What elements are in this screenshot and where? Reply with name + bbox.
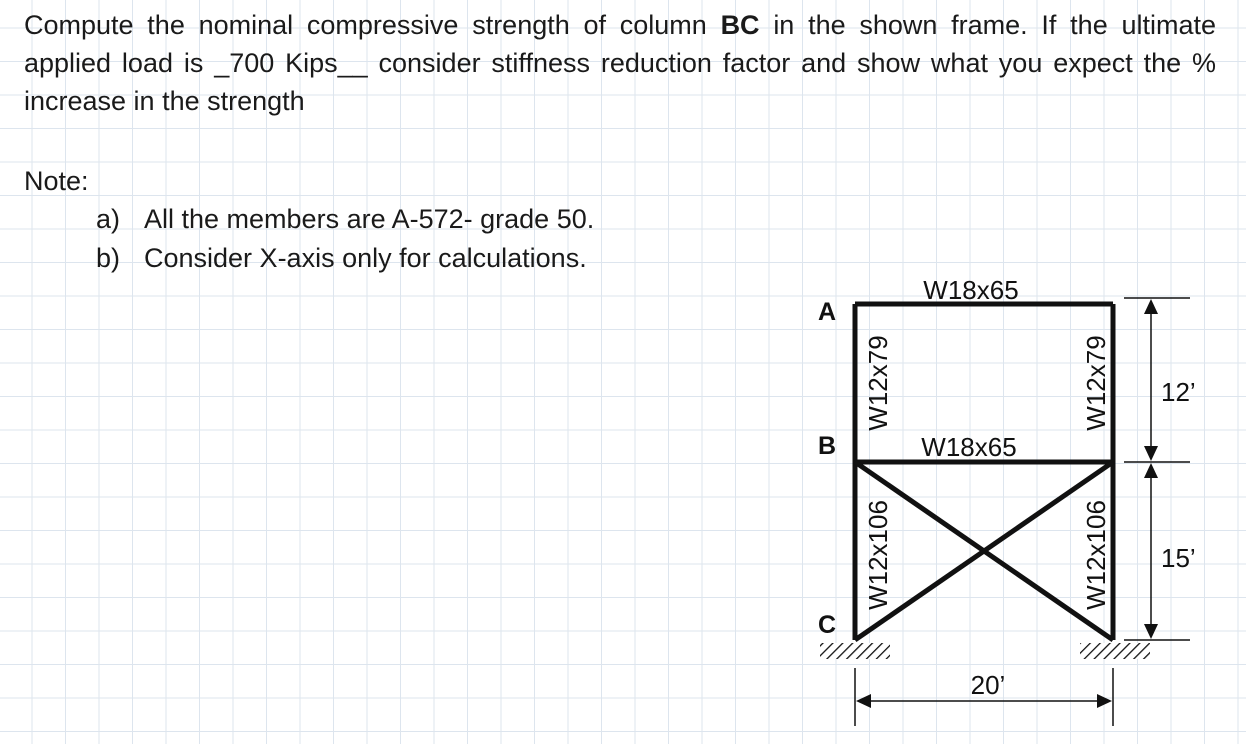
node-label-c: C: [817, 611, 837, 639]
note-title: Note:: [24, 166, 89, 196]
problem-text-3: consider stiffness reduction factor and show what you expect the % increase in the strength: [24, 48, 1216, 116]
column-right-upper-label: W12x79: [1081, 335, 1111, 431]
dimension-lower-arrow-top: [1144, 463, 1158, 478]
column-left-upper-label: W12x79: [863, 335, 893, 431]
problem-load: _700 Kips__: [214, 48, 368, 78]
node-label-b: B: [817, 432, 837, 460]
dimension-upper-arrow-top: [1144, 299, 1158, 314]
column-right-lower-label: W12x106: [1081, 500, 1111, 610]
problem-text-2: in the shown frame. If the ultimate applied load is: [24, 10, 1217, 78]
fixed-support-right: [1080, 643, 1150, 659]
dimension-span-label: 20’: [970, 670, 1006, 700]
column-left-lower-label: W12x106: [863, 500, 893, 610]
dimension-lower-arrow-bottom: [1144, 624, 1158, 639]
note-marker-b: b): [96, 243, 121, 273]
dimension-upper-arrow-bottom: [1144, 446, 1158, 461]
frame-members: [855, 304, 1113, 640]
beam-middle-label: W18x65: [921, 432, 1017, 462]
beam-top-label: W18x65: [923, 275, 1019, 305]
problem-text-1: Compute the nominal compressive strength of column: [24, 10, 721, 40]
note-marker-a: a): [96, 204, 121, 234]
dimension-span-arrow-right: [1097, 694, 1112, 708]
note-text-b: Consider X-axis only for calculations.: [144, 243, 587, 273]
dimension-lower-label: 15’: [1161, 543, 1196, 573]
note-text-a: All the members are A-572- grade 50.: [144, 204, 595, 234]
problem-bold-column: BC: [720, 10, 760, 40]
node-label-a: A: [817, 298, 837, 326]
dimension-span-arrow-left: [856, 694, 871, 708]
dimension-upper-label: 12’: [1161, 377, 1196, 407]
dimension-vertical: [1124, 298, 1190, 640]
fixed-support-left: [820, 643, 890, 659]
